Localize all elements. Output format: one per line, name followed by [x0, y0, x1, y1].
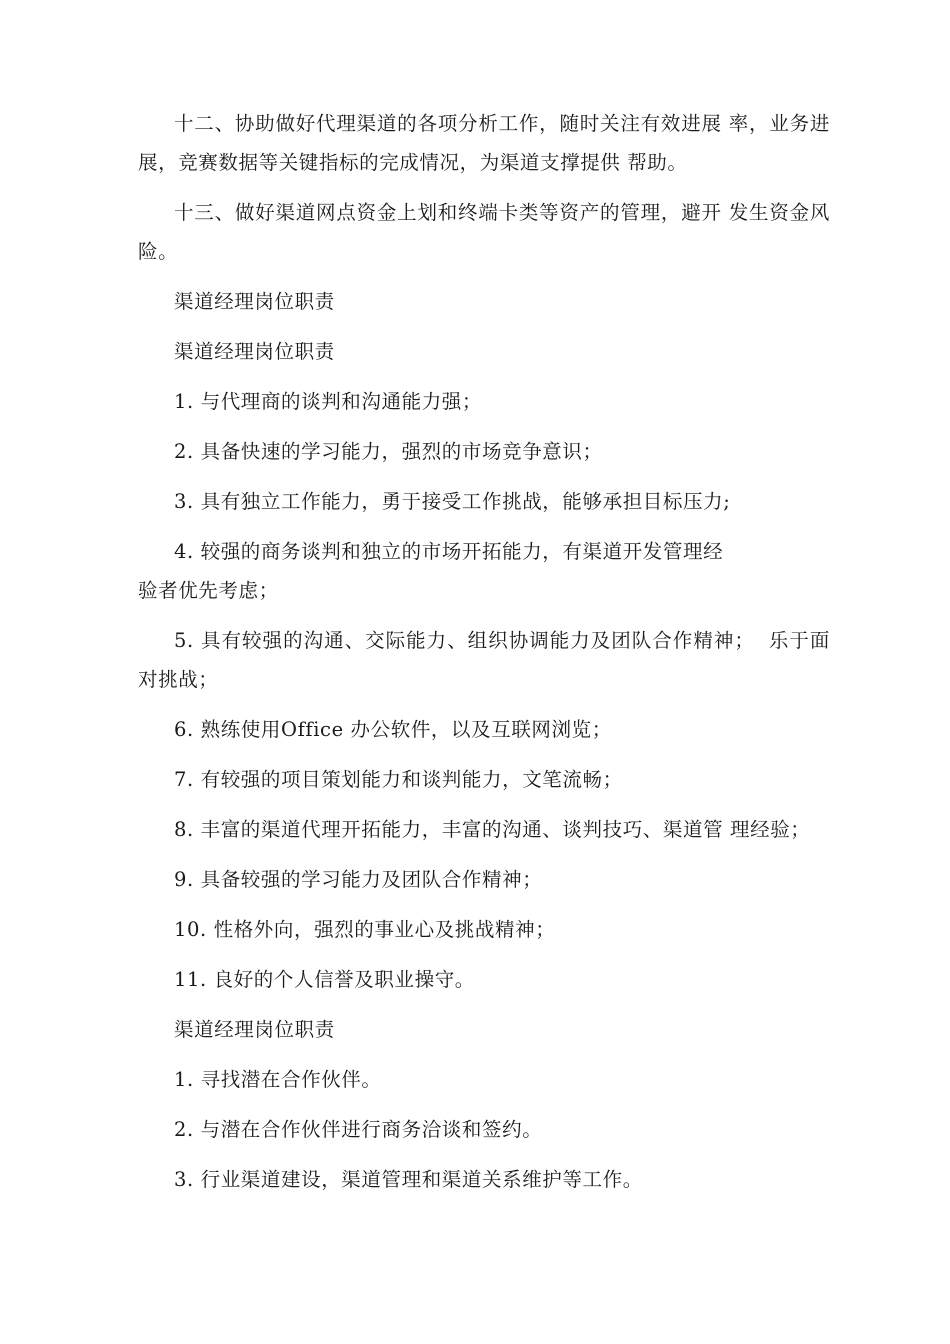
paragraph-duty-12: 十二、协助做好代理渠道的各项分析工作，随时关注有效进展 率，业务进展，竞赛数据等关键指标的完成情况，为渠道支撑提供 帮助。: [138, 112, 830, 174]
list-item: 3. 具有独立工作能力，勇于接受工作挑战，能够承担目标压力;: [174, 490, 731, 513]
section-heading: 渠道经理岗位职责: [174, 340, 335, 363]
document-body: [138, 104, 830, 1210]
list-item: 4. 较强的商务谈判和独立的市场开拓能力，有渠道开发管理经 验者优先考虑；: [138, 540, 724, 602]
paragraph-duty-13: 十三、做好渠道网点资金上划和终端卡类等资产的管理，避开 发生资金风险。: [138, 201, 830, 263]
list-item: 3. 行业渠道建设，渠道管理和渠道关系维护等工作。: [174, 1168, 643, 1191]
section-heading: 渠道经理岗位职责: [174, 290, 335, 313]
list-item: 6. 熟练使用Office 办公软件，以及互联网浏览；: [174, 718, 612, 741]
list-item: 8. 丰富的渠道代理开拓能力，丰富的沟通、谈判技巧、渠道管 理经验；: [174, 818, 811, 841]
section-heading: 渠道经理岗位职责: [174, 1018, 335, 1041]
list-item: 7. 有较强的项目策划能力和谈判能力，文笔流畅；: [174, 768, 623, 791]
list-item: 9. 具备较强的学习能力及团队合作精神；: [174, 868, 543, 891]
list-item: 1. 寻找潜在合作伙伴。: [174, 1068, 382, 1091]
list-item: 5. 具有较强的沟通、交际能力、组织协调能力及团队合作精神； 乐于面对挑战；: [138, 629, 830, 691]
list-item: 11. 良好的个人信誉及职业操守。: [174, 968, 475, 991]
list-item: 1. 与代理商的谈判和沟通能力强；: [174, 390, 483, 413]
list-item: 10. 性格外向，强烈的事业心及挑战精神；: [174, 918, 556, 941]
list-item: 2. 与潜在合作伙伴进行商务洽谈和签约。: [174, 1118, 543, 1141]
list-item: 2. 具备快速的学习能力，强烈的市场竞争意识；: [174, 440, 603, 463]
